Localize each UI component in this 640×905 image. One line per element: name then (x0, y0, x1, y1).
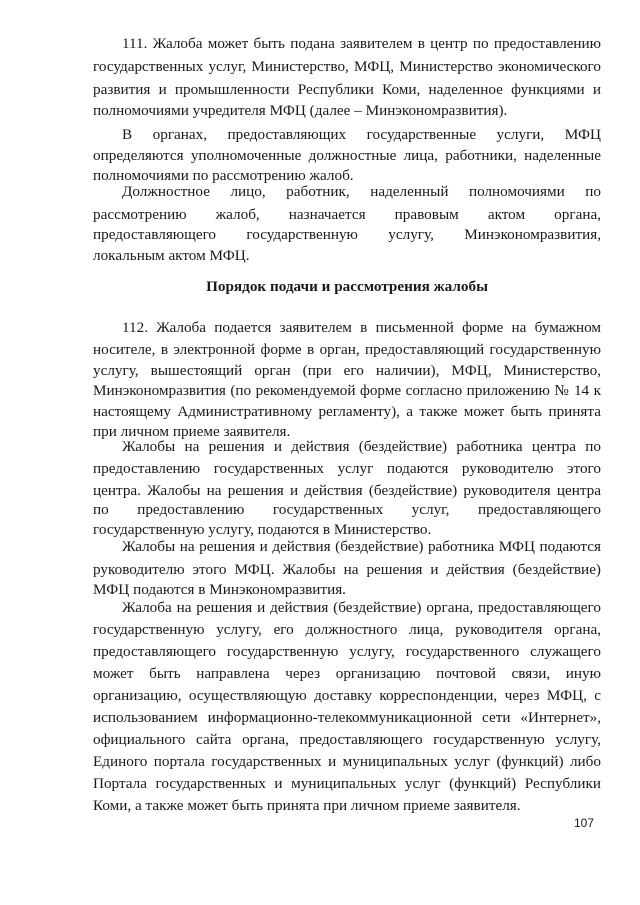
text-line: услугу, вышестоящий орган (при его наличии), МФЦ, Министерство, (93, 362, 601, 379)
text-line: настоящему Административному регламенту), а также может быть принята (93, 403, 601, 420)
text-line: 112. Жалоба подается заявителем в письменной форме на бумажном (122, 319, 601, 336)
text-line: Коми, а также может быть принята при личном приеме заявителя. (93, 797, 521, 814)
text-line: руководителю этого МФЦ. Жалобы на решения и действия (бездействие) (93, 561, 601, 578)
text-line: Жалобы на решения и действия (бездействие) работника МФЦ подаются (122, 538, 601, 555)
text-line: государственных услуг, Министерство, МФЦ, Министерство экономического (93, 58, 601, 75)
text-line: В органах, предоставляющих государственные услуги, МФЦ (122, 126, 601, 143)
text-line: официального сайта органа, предоставляющего государственную услугу, (93, 731, 601, 748)
text-line: 111. Жалоба может быть подана заявителем в центр по предоставлению (122, 35, 601, 52)
text-line: локальным актом МФЦ. (93, 247, 250, 264)
text-line: организацию, осуществляющую доставку корреспонденции, через МФЦ, с (93, 687, 601, 704)
text-line: МФЦ подаются в Минэкономразвития. (93, 581, 346, 598)
text-line: развития и промышленности Республики Коми, наделенное функциями и (93, 81, 601, 98)
text-line: предоставляющего государственную услугу, государственного служащего (93, 643, 601, 660)
text-line: полномочиями по рассмотрению жалоб. (93, 167, 354, 184)
text-line: может быть направлена через организацию почтовой связи, иную (93, 665, 601, 682)
text-line: предоставляющего государственную услугу, Минэкономразвития, (93, 226, 601, 243)
text-line: Единого портала государственных и муниципальных услуг (функций) либо (93, 753, 601, 770)
text-line: носителе, в электронной форме в орган, предоставляющий государственную (93, 341, 601, 358)
text-line: Должностное лицо, работник, наделенный полномочиями по (122, 183, 601, 200)
text-line: государственную услугу, его должностного лица, руководителя органа, (93, 621, 601, 638)
section-heading: Порядок подачи и рассмотрения жалобы (206, 278, 488, 295)
text-line: предоставлению государственных услуг подаются руководителю этого (93, 460, 601, 477)
text-line: по предоставлению государственных услуг, предоставляющего (93, 501, 601, 518)
page-number: 107 (574, 816, 595, 830)
text-line: Минэкономразвития (по рекомендуемой форме согласно приложению № 14 к (93, 382, 601, 399)
text-line: при личном приеме заявителя. (93, 423, 291, 440)
text-line: центра. Жалобы на решения и действия (бездействие) руководителя центра (93, 482, 601, 499)
text-line: Жалоба на решения и действия (бездействие) органа, предоставляющего (122, 599, 601, 616)
text-line: Портала государственных и муниципальных услуг (функций) Республики (93, 775, 601, 792)
text-line: рассмотрению жалоб, назначается правовым актом органа, (93, 206, 601, 223)
text-line: Жалобы на решения и действия (бездействие) работника центра по (122, 438, 601, 455)
text-line: использованием информационно-телекоммуникационной сети «Интернет», (93, 709, 601, 726)
text-line: государственную услугу, подаются в Министерство. (93, 521, 432, 538)
text-line: полномочиями учредителя МФЦ (далее – Минэкономразвития). (93, 102, 508, 119)
text-line: определяются уполномоченные должностные лица, работники, наделенные (93, 147, 601, 164)
